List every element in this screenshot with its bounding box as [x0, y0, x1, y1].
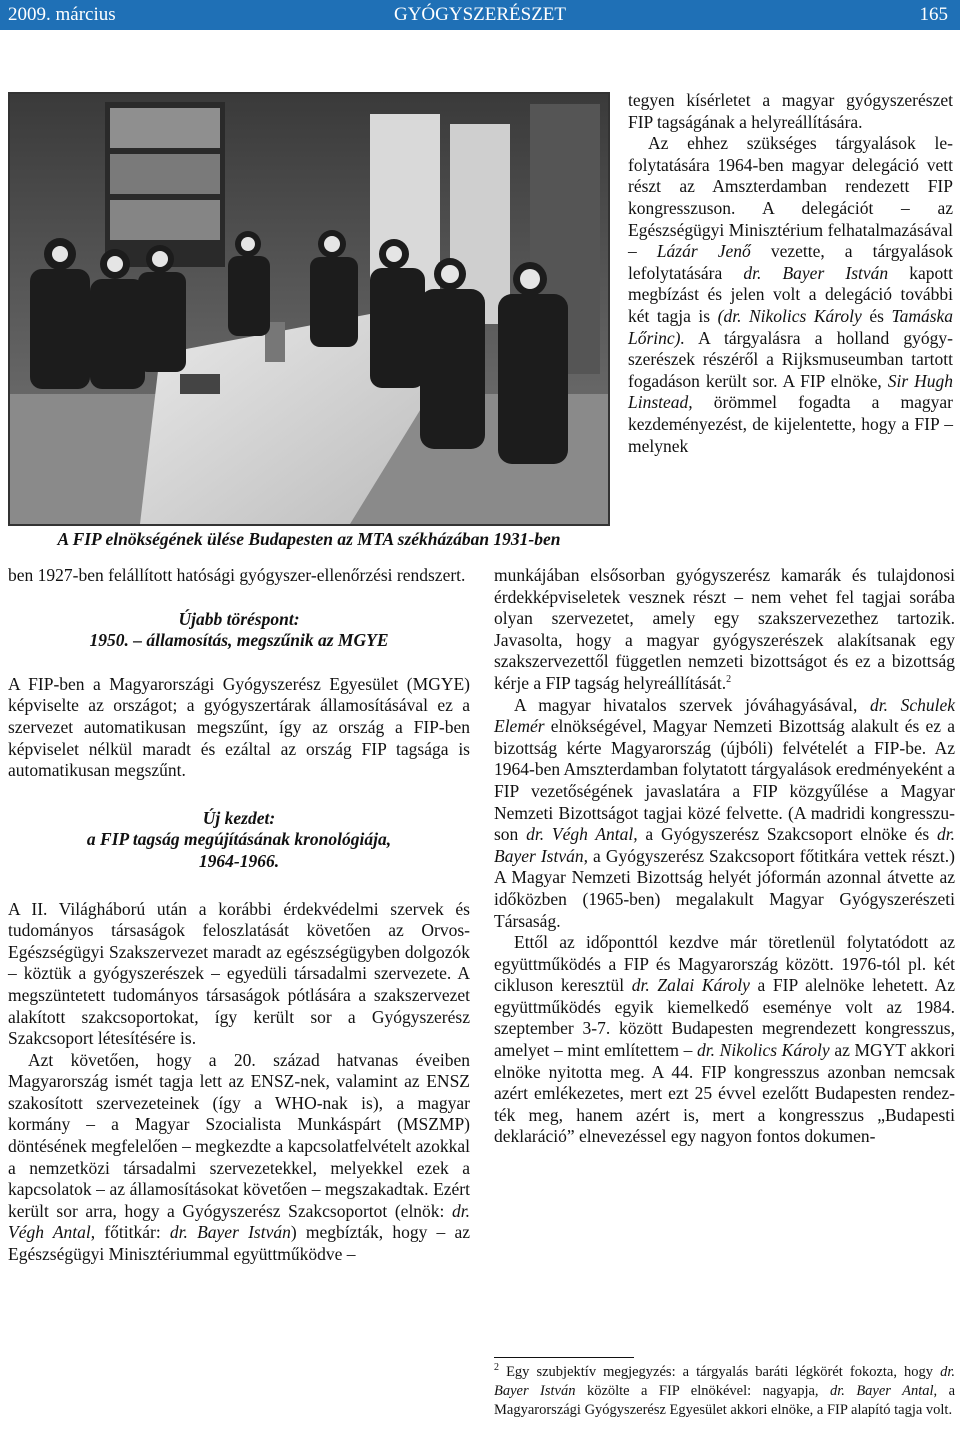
photo-caption: A FIP elnökségének ülése Budapesten az MTA székházában 1931-ben [57, 529, 561, 549]
section-heading: Új kezdet: a FIP tagság megújításának kronológiája, 1964-1966. [86, 807, 392, 871]
right-column [494, 565, 955, 1148]
section-heading: Újabb töréspont: 1950. – államosítás, megszűnik az MGYE [89, 608, 389, 651]
historical-photo [8, 92, 610, 526]
paragraph: munkájában elsősorban gyógyszerész kamarák és tulajdonosi érdekképviseletek vesznek részt – nem vehet fel tagjai sorába olyan szervezetet, amely egy szakszervezethez tartozik. Javasolta, hogy a magyar gyógyszerészek alakítsanak egy szakszervezettől független nemzeti bizottságot és ez a bizottság kérje a FIP tagság helyreállítását.$^2$ [494, 565, 955, 693]
footnote: $^2$ Egy szubjektív megjegyzés: a tárgyalás baráti légkörét fokozta, hogy dr. Bayer István közölte a FIP elnökével: nagyapja, dr. Bayer Antal, a Magyarországi Gyógyszerész Egyesület akkori elnöke, a FIP alapító tagja volt. [494, 1362, 956, 1418]
paragraph: Azt követően, hogy a 20. század hatvanas éveiben Magyarország ismét tagja lett az ENSZ-nek, valamint az ENSZ szakosított szervezeteinek (így a WHO-nak is), a magyar kormány – a Magyar Szocialista Munkáspárt (MSZMP) döntésének megfelelően – megkezdte a kapcsolatfelvételt azokkal a nemzetközi társadalmi szervezetekkel, melyekkel ezek a kapcsolatok – az államosításokat követően – megszakadtak. Ezért került sor arra, hogy a Gyógyszerész Szakcsoportot (elnök: dr. Végh Antal, főtitkár: dr. Bayer István) megbízták, hogy – az Egészségügyi Minisztériummal együttműködve – [8, 1049, 470, 1265]
right-column-top [628, 90, 953, 457]
page-header [0, 0, 960, 30]
paragraph: A II. Világháború után a korábbi érdekvédelmi szervek és tudományos társaságok feloszlatását követően az Orvos-Egészségügyi Szakszervezet maradt az egészségügyben dolgozók – köztük a gyógyszerészek – egyedüli társadalmi szervezete. A megszüntetett tudományos társaságok pótlására a szakszervezet alakított szakcsoportokat, így került sor a Gyógyszerész Szakcsoport létesítésére is. [8, 898, 470, 1049]
paragraph: A FIP-ben a Magyarországi Gyógyszerész Egyesület (MGYE) képviselte az országot; a gyógyszertárak államosításával ez a szervezet automatikusan megszűnt, így az ország a FIP-ben képviselet nélkül maradt és ezáltal az ország FIP tagsága is automatikusan megszűnt. [8, 673, 470, 781]
footnote-divider [494, 1357, 634, 1358]
paragraph: Az ehhez szükséges tárgyalások lefolytatására 1964-ben magyar delegáció vett részt az Amszterdamban rendezett FIP kongresszuson. A delegációt – az Egészségügyi Minisztérium felhatalmazásával – Lázár Jenő vezette, a tárgyalások lefolytatására dr. Bayer István kapott megbízást és jelen volt a delegáció további két tagja is (dr. Nikolics Károly és Tamáska Lőrinc). A tárgyalásra a holland gyógyszerészek részéről a Rijksmuseumban tartott fogadáson került sor. A FIP elnöke, Sir Hugh Linstead, örömmel fogadta a magyar kezdeményezést, de kijelentette, hogy a FIP – melynek [628, 133, 954, 456]
paragraph: Ettől az időponttól kezdve már töretlenül folytatódott az együttműködés a FIP és Magyarország között. 1976-tól pl. két cikluson keresztül dr. Zalai Károly a FIP alelnöke lehetett. Az együttműködés egyik kiemelkedő eseménye volt az 1984. szeptember 3-7. között Budapesten megrendezett kongresszus, amelyet – mint említettem – dr. Nikolics Károly az MGYT akkori elnöke nyitotta meg. A 44. FIP kongresszus azonban nemcsak azért emlékezetes, mert ezt 25 évvel ezelőtt Budapesten rendezték meg, hanem azért is, mert a kongresszus „Budapesti deklaráció” elnevezéssel egy nagyon fontos dokumen- [494, 932, 956, 1147]
page-number: 165 [919, 4, 948, 25]
photo-image [10, 94, 608, 524]
paragraph: ben 1927-ben felállított hatósági gyógyszer-ellenőrzési rendszert. [8, 565, 466, 585]
left-column [8, 565, 470, 1266]
issue-date: 2009. március [8, 4, 116, 25]
paragraph: tegyen kísérletet a magyar gyógyszerészet FIP tagságának a helyreállítására. [628, 90, 953, 132]
journal-title: GYÓGYSZERÉSZET [393, 4, 567, 25]
paragraph: A magyar hivatalos szervek jóváhagyásával, dr. Schulek Elemér elnökségével, Magyar Nemzeti Bizottság alakult és ez a bizottság kérte Magyarország (újbóli) felvételét a FIP-be. Az 1964-ben Amszterdamban folytatott tárgyalások eredményeként a FIP vezetőségének javaslatára a FIP közgyűlése a Magyar Nemzeti Bizottságot tagjai közé felvette. (A madridi kongresszuson dr. Végh Antal, a Gyógyszerész Szakcsoport elnöke és dr. Bayer István, a Gyógyszerész Szakcsoport főtitkára vettek részt.) A Magyar Nemzeti Bizottság helyét jóformán azonnal átvette az időközben (1965-ben) megalakult Magyar Gyógyszerészeti Társaság. [494, 694, 956, 931]
